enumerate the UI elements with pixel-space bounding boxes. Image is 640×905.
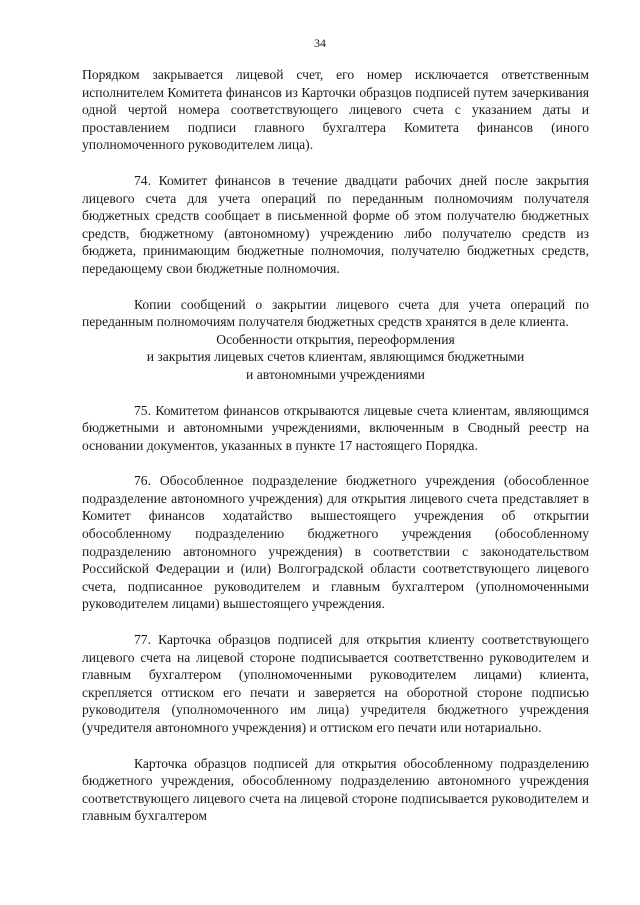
paragraph-74: 74. Комитет финансов в течение двадцати рабочих дней после закрытия лицевого счета для учета операций по переданным полномочиям получателя бюджетных средств сообщает в письменной форме об этом получателю бюджетных средств, бюджетному (автономному) учреждению либо получателю средств из бюджета, принимающим бюджетные полномочия, получателю бюджетных средств, передающему свои бюджетные полномочия. bbox=[82, 172, 589, 276]
paragraph-closing-procedure: Порядком закрывается лицевой счет, его номер исключается ответственным исполнителем Комитета финансов из Карточки образцов подписей путем зачеркивания одной чертой номера соответствующего лицевого счета с указанием даты и проставлением подписи главного бухгалтера Комитета финансов (иного уполномоченного руководителем лица). bbox=[82, 67, 589, 153]
section-heading-line-3: и автономными учреждениями bbox=[246, 366, 425, 382]
document-body bbox=[82, 66, 589, 825]
section-heading bbox=[82, 331, 589, 384]
section-heading-line-2: и закрытия лицевых счетов клиентам, являющимся бюджетными bbox=[146, 349, 525, 365]
paragraph-77: 77. Карточка образцов подписей для открытия клиенту соответствующего лицевого счета на лицевой стороне подписывается соответственно руководителем и главным бухгалтером (уполномоченными руководителем лицами) клиента, скрепляется оттиском его печати и заверяется на оборотной стороне подписью руководителя (уполномоченного им лица) учредителя бюджетного учреждения (учредителя автономного учреждения) и оттиском его печати или нотариально. bbox=[82, 632, 589, 735]
paragraph-copies: Копии сообщений о закрытии лицевого счета для учета операций по переданным полномочиям получателя бюджетных средств хранятся в деле клиента. bbox=[82, 296, 589, 330]
paragraph-76: 76. Обособленное подразделение бюджетного учреждения (обособленное подразделение автономного учреждения) для открытия лицевого счета представляет в Комитет финансов ходатайство вышестоящего учреждения об открытии обособленному подразделению бюджетного учреждения (обособленному подразделению автономного учреждения) в соответствии с законодательством Российской Федерации и (или) Волгоградской области соответствующего лицевого счета, подписанное руководителем и главным бухгалтером (уполномоченными руководителем лицами) вышестоящего учреждения. bbox=[82, 473, 589, 612]
section-heading-line-1: Особенности открытия, переоформления bbox=[216, 331, 455, 347]
paragraph-75: 75. Комитетом финансов открываются лицевые счета клиентам, являющимся бюджетными и автономными учреждениями, включенным в Сводный реестр на основании документов, указанных в пункте 17 настоящего Порядка. bbox=[82, 402, 589, 453]
paragraph-card-signatures: Карточка образцов подписей для открытия обособленному подразделению бюджетного учреждения, обособленному подразделению автономного учреждения соответствующего лицевого счета на лицевой стороне подписывается руководителем и главным бухгалтером bbox=[82, 755, 589, 824]
page-number: 34 bbox=[314, 36, 326, 50]
